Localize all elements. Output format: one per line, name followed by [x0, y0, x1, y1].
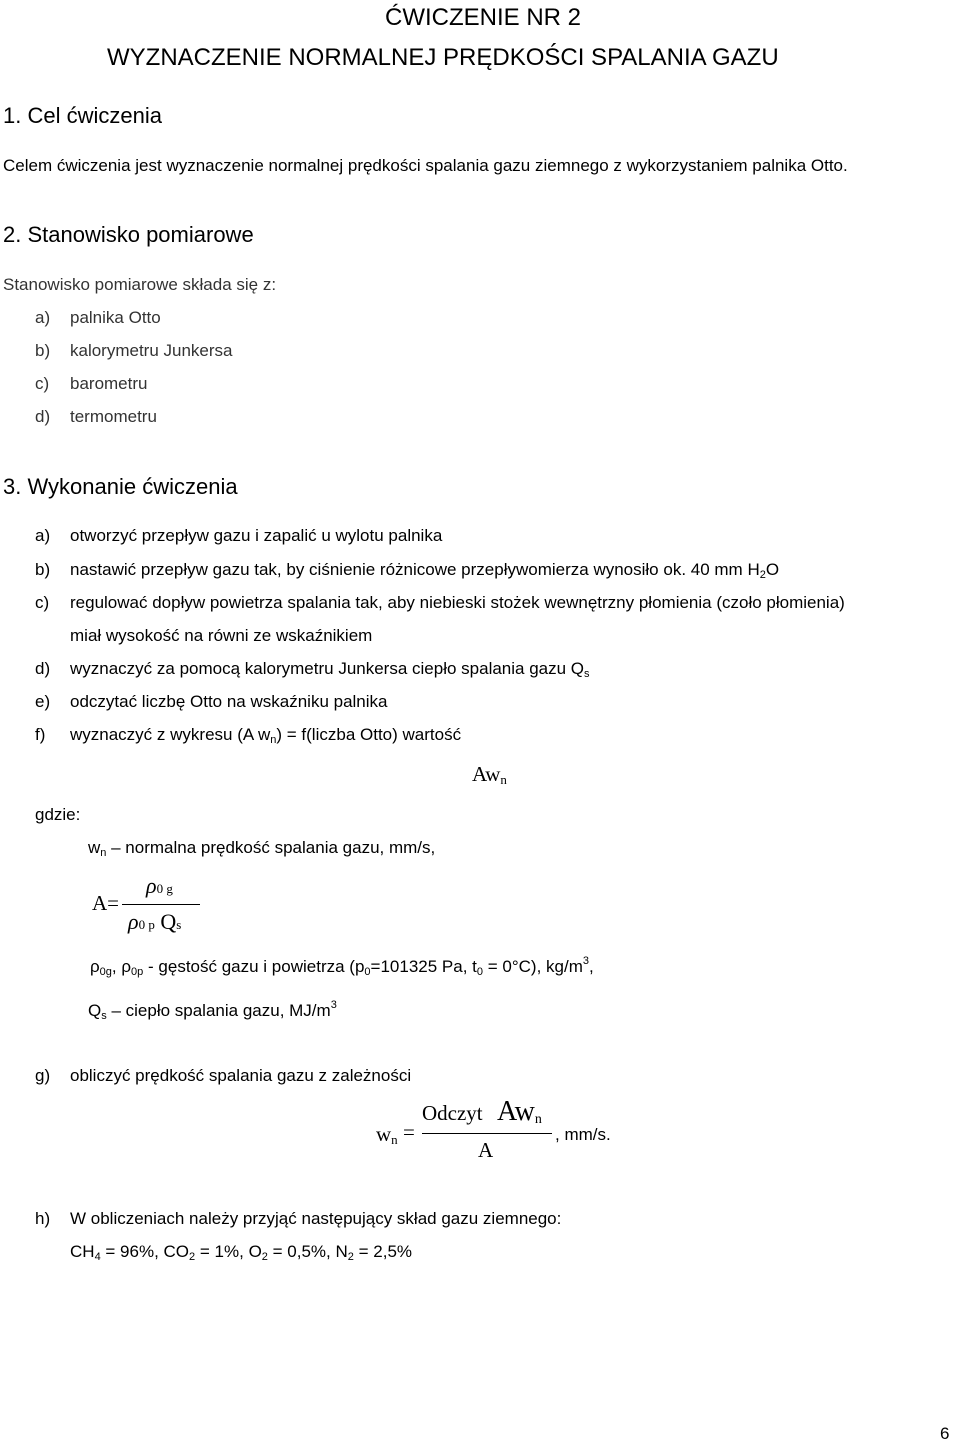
- section-2-heading: 2. Stanowisko pomiarowe: [3, 222, 254, 247]
- formula-wn-numerator-odczyt: Odczyt: [422, 1101, 483, 1125]
- wn-definition: $w_n$ – normalna prędkość spalania gazu, mm/s,: [88, 838, 436, 859]
- step-e-label: e): [35, 692, 51, 711]
- step-f-text: wyznaczyć z wykresu (A $w_n$) = f(liczba Otto) wartość: [70, 725, 462, 746]
- step-e-text: odczytać liczbę Otto na wskaźniku palnika: [70, 692, 388, 711]
- step-b-text: nastawić przepływ gazu tak, by ciśnienie różnicowe przepływomierza wynosiło ok. 40 mm $H_2O$: [70, 560, 780, 581]
- step-g-text: obliczyć prędkość spalania gazu z zależności: [70, 1066, 412, 1085]
- list-item: barometru: [70, 374, 148, 393]
- title-line-1: ĆWICZENIE NR 2: [385, 4, 582, 31]
- formula-wn-lhs: $w_n$: [376, 1122, 398, 1147]
- formula-wn-numerator-aw: $Aw_n$: [497, 1096, 542, 1127]
- list-item-label: b): [35, 341, 51, 360]
- step-d-label: d): [35, 659, 51, 678]
- list-item: termometru: [70, 407, 157, 426]
- step-c-label: c): [35, 593, 50, 612]
- formula-a-numerator: ρ0 g: [146, 873, 173, 898]
- formula-a-lhs: A=: [92, 891, 120, 915]
- step-h-label: h): [35, 1209, 51, 1228]
- section-1-text: Celem ćwiczenia jest wyznaczenie normalnej prędkości spalania gazu ziemnego z wykorzystaniem palnika Otto.: [3, 156, 848, 175]
- formula-wn-fraction-line: [422, 1133, 552, 1134]
- list-item-label: d): [35, 407, 51, 426]
- qs-definition: $Q_s$ – ciepło spalania gazu, $MJ/m^3$: [88, 999, 337, 1022]
- step-h-text: W obliczeniach należy przyjąć następujący skład gazu ziemnego:: [70, 1209, 562, 1228]
- list-item: palnika Otto: [70, 308, 161, 327]
- section-3-heading: 3. Wykonanie ćwiczenia: [3, 474, 238, 499]
- step-c-text: regulować dopływ powietrza spalania tak, aby niebieski stożek wewnętrzny płomienia (czoło płomienia): [70, 593, 845, 612]
- gdzie-label: gdzie:: [35, 805, 81, 824]
- formula-a-denominator: ρ0 p Qs: [128, 909, 182, 934]
- step-a-text: otworzyć przepływ gazu i zapalić u wylotu palnika: [70, 526, 443, 545]
- gas-composition: $CH_4 = 96\%$, $CO_2 = 1\%$, $O_2 = 0,5\%$, $N_2 = 2,5\%$: [70, 1242, 413, 1263]
- aw-n-symbol: $Aw_n$: [472, 762, 507, 787]
- formula-wn-denominator: A: [478, 1138, 494, 1162]
- formula-wn-equals: =: [403, 1120, 415, 1144]
- section-1-heading: 1. Cel ćwiczenia: [3, 103, 162, 128]
- formula-wn-unit: , mm/s.: [555, 1125, 611, 1144]
- section-2-intro: Stanowisko pomiarowe składa się z:: [3, 275, 277, 294]
- step-f-label: f): [35, 725, 46, 744]
- list-item-label: a): [35, 308, 51, 327]
- step-g-label: g): [35, 1066, 51, 1085]
- formula-a-fraction-line: [122, 904, 200, 905]
- list-item: kalorymetru Junkersa: [70, 341, 233, 360]
- rho-definition: $\rho_{0g}$, $\rho_{0p}$ - gęstość gazu i powietrza ($p_0=101325$ Pa, $t_0 = 0^\circ C$), $kg/m^3$,: [90, 955, 594, 978]
- step-a-label: a): [35, 526, 51, 545]
- page-number: 6: [940, 1424, 950, 1443]
- step-d-text: wyznaczyć za pomocą kalorymetru Junkersa ciepło spalania gazu $Q_s$: [70, 659, 590, 680]
- title-line-2: WYZNACZENIE NORMALNEJ PRĘDKOŚCI SPALANIA GAZU: [107, 44, 779, 71]
- step-b-label: b): [35, 560, 51, 579]
- step-c-continuation: miał wysokość na równi ze wskaźnikiem: [70, 626, 373, 645]
- list-item-label: c): [35, 374, 50, 393]
